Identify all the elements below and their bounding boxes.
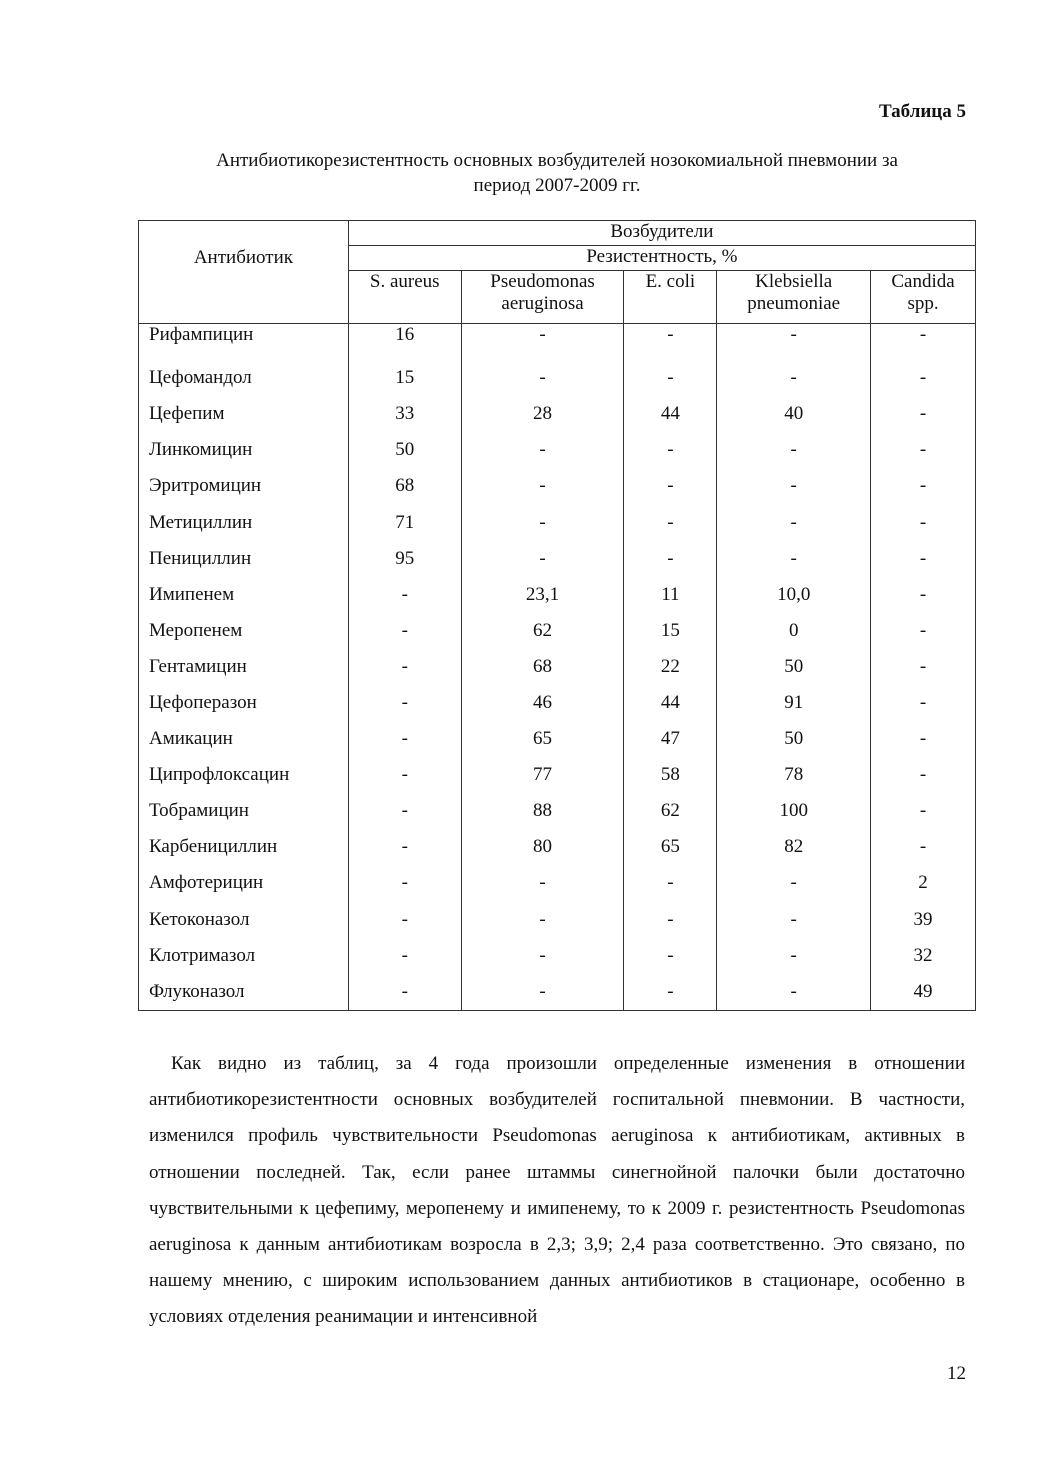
table-row [139,432,976,468]
resistance-value-cell: 46 [461,685,624,721]
resistance-value-cell: 82 [717,829,871,865]
resistance-value-cell: 0 [717,613,871,649]
resistance-value-cell: 65 [624,829,717,865]
antibiotic-name-cell: Линкомицин [139,432,349,468]
resistance-value-cell: - [461,902,624,938]
resistance-value-cell: 68 [348,468,461,504]
resistance-value-cell: 62 [624,793,717,829]
resistance-value-cell: - [871,324,976,361]
resistance-value-cell: 11 [624,577,717,613]
page-number: 12 [947,1363,966,1384]
pathogen-column-header [871,271,976,324]
table-row [139,360,976,396]
antibiotic-column-header: Антибиотик [139,221,349,324]
resistance-table [138,220,976,1011]
resistance-value-cell: - [717,974,871,1011]
pathogen-column-header [717,271,871,324]
table-row [139,865,976,901]
resistance-value-cell: - [348,974,461,1011]
antibiotic-name-cell: Амикацин [139,721,349,757]
antibiotic-name-cell: Пенициллин [139,541,349,577]
resistance-value-cell: - [717,504,871,540]
resistance-value-cell: 10,0 [717,577,871,613]
resistance-value-cell: 68 [461,649,624,685]
resistance-value-cell: - [871,468,976,504]
table-row [139,902,976,938]
antibiotic-name-cell: Эритромицин [139,468,349,504]
resistance-value-cell: - [871,829,976,865]
resistance-value-cell: - [871,757,976,793]
table-row [139,974,976,1011]
resistance-value-cell: - [717,938,871,974]
resistance-value-cell: - [461,324,624,361]
resistance-value-cell: - [717,541,871,577]
pathogen-column-header [624,271,717,324]
resistance-value-cell: - [717,324,871,361]
antibiotic-name-cell: Цефоперазон [139,685,349,721]
resistance-value-cell: - [871,432,976,468]
table-row [139,757,976,793]
pathogen-column-header [461,271,624,324]
resistance-value-cell: - [624,865,717,901]
antibiotic-name-cell: Цефепим [139,396,349,432]
resistance-header: Резистентность, % [348,246,975,271]
table-row [139,649,976,685]
antibiotic-name-cell: Имипенем [139,577,349,613]
caption-line-2: период 2007-2009 гг. [473,175,641,196]
antibiotic-name-cell: Тобрамицин [139,793,349,829]
antibiotic-name-cell: Клотримазол [139,938,349,974]
pathogen-name-line-1: E. coli [645,271,696,292]
resistance-value-cell: - [624,360,717,396]
table-label: Таблица 5 [878,101,966,122]
resistance-value-cell: 49 [871,974,976,1011]
resistance-value-cell: - [461,865,624,901]
body-paragraph: Как видно из таблиц, за 4 года произошли определенные изменения в отношении антибиотикорезистентности основных возбудителей госпитальной пневмонии. В частности, изменился профиль чувствительности Pseudomonas aeruginosa к антибиотикам, активных в отношении последней. Так, если ранее штаммы синегнойной палочки были достаточно чувствительными к цефепиму, меропенему и имипенему, то к 2009 г. резистентность Pseudomonas aeruginosa к данным антибиотикам возросла в 2,3; 3,9; 2,4 раза соответственно. Это связано, по нашему мнению, с широким использованием данных антибиотиков в стационаре, особенно в условиях отделения реанимации и интенсивной [149,1053,965,1328]
pathogen-name-line-2: aeruginosa [501,293,584,314]
resistance-value-cell: - [348,757,461,793]
antibiotic-name-cell: Карбенициллин [139,829,349,865]
table-row [139,938,976,974]
resistance-value-cell: - [871,504,976,540]
resistance-value-cell: - [624,324,717,361]
resistance-value-cell: - [624,468,717,504]
resistance-value-cell: 39 [871,902,976,938]
resistance-value-cell: - [717,902,871,938]
resistance-value-cell: - [348,829,461,865]
resistance-value-cell: 22 [624,649,717,685]
resistance-value-cell: - [871,685,976,721]
table-row [139,721,976,757]
resistance-value-cell: - [871,541,976,577]
antibiotic-name-cell: Кетоконазол [139,902,349,938]
resistance-value-cell: - [624,504,717,540]
resistance-value-cell: - [348,793,461,829]
resistance-value-cell: 15 [624,613,717,649]
resistance-value-cell: - [348,685,461,721]
resistance-value-cell: - [348,613,461,649]
pathogen-name-line-1: Candida [891,271,955,292]
resistance-value-cell: 33 [348,396,461,432]
resistance-value-cell: - [624,938,717,974]
antibiotic-name-cell: Рифампицин [139,324,349,361]
resistance-value-cell: - [871,396,976,432]
resistance-value-cell: - [717,865,871,901]
resistance-value-cell: 28 [461,396,624,432]
resistance-value-cell: - [717,468,871,504]
resistance-value-cell: - [624,541,717,577]
resistance-value-cell: - [871,613,976,649]
pathogen-name-line-1: Klebsiella [755,271,833,292]
antibiotic-name-cell: Метициллин [139,504,349,540]
resistance-value-cell: - [717,360,871,396]
resistance-value-cell: 80 [461,829,624,865]
table-row [139,613,976,649]
resistance-value-cell: - [461,360,624,396]
resistance-value-cell: 95 [348,541,461,577]
resistance-value-cell: - [461,468,624,504]
resistance-value-cell: 71 [348,504,461,540]
pathogen-name-line-2: pneumoniae [747,293,841,314]
antibiotic-name-cell: Ципрофлоксацин [139,757,349,793]
resistance-value-cell: - [461,432,624,468]
antibiotic-name-cell: Цефомандол [139,360,349,396]
resistance-value-cell: 44 [624,685,717,721]
resistance-value-cell: 58 [624,757,717,793]
resistance-value-cell: 32 [871,938,976,974]
table-row [139,504,976,540]
antibiotic-name-cell: Гентамицин [139,649,349,685]
resistance-value-cell: - [461,938,624,974]
resistance-value-cell: - [717,432,871,468]
table-row [139,829,976,865]
resistance-value-cell: 91 [717,685,871,721]
resistance-value-cell: 50 [348,432,461,468]
resistance-value-cell: - [348,649,461,685]
resistance-value-cell: - [871,793,976,829]
resistance-value-cell: 40 [717,396,871,432]
antibiotic-name-cell: Флуконазол [139,974,349,1011]
resistance-value-cell: 62 [461,613,624,649]
resistance-value-cell: - [348,902,461,938]
resistance-value-cell: 78 [717,757,871,793]
antibiotic-name-cell: Амфотерицин [139,865,349,901]
resistance-value-cell: 44 [624,396,717,432]
resistance-value-cell: - [624,902,717,938]
caption-line-1: Антибиотикорезистентность основных возбудителей нозокомиальной пневмонии за [216,150,898,171]
table-row [139,468,976,504]
resistance-value-cell: - [348,938,461,974]
pathogen-name-line-1: Pseudomonas [490,271,595,292]
table-row [139,685,976,721]
resistance-value-cell: 2 [871,865,976,901]
resistance-value-cell: 50 [717,649,871,685]
resistance-value-cell: 77 [461,757,624,793]
table-row [139,577,976,613]
antibiotic-name-cell: Меропенем [139,613,349,649]
resistance-value-cell: 23,1 [461,577,624,613]
pathogen-name-line-1: S. aureus [369,271,440,292]
resistance-value-cell: - [348,577,461,613]
resistance-value-cell: - [348,721,461,757]
resistance-value-cell: - [624,974,717,1011]
resistance-value-cell: - [871,721,976,757]
table-body [139,324,976,1011]
resistance-value-cell: 88 [461,793,624,829]
resistance-value-cell: - [871,577,976,613]
resistance-value-cell: - [871,649,976,685]
resistance-value-cell: - [624,432,717,468]
resistance-value-cell: - [348,865,461,901]
resistance-value-cell: 100 [717,793,871,829]
resistance-value-cell: - [461,504,624,540]
table-caption [138,148,976,198]
resistance-value-cell: 47 [624,721,717,757]
table-row [139,324,976,361]
pathogens-header: Возбудители [348,221,975,246]
pathogen-column-header [348,271,461,324]
resistance-value-cell: - [461,974,624,1011]
resistance-value-cell: - [871,360,976,396]
resistance-value-cell: 15 [348,360,461,396]
resistance-value-cell: 65 [461,721,624,757]
table-row [139,793,976,829]
table-row [139,396,976,432]
pathogen-name-line-2: spp. [907,293,939,314]
resistance-value-cell: - [461,541,624,577]
table-row [139,541,976,577]
resistance-value-cell: 50 [717,721,871,757]
resistance-value-cell: 16 [348,324,461,361]
